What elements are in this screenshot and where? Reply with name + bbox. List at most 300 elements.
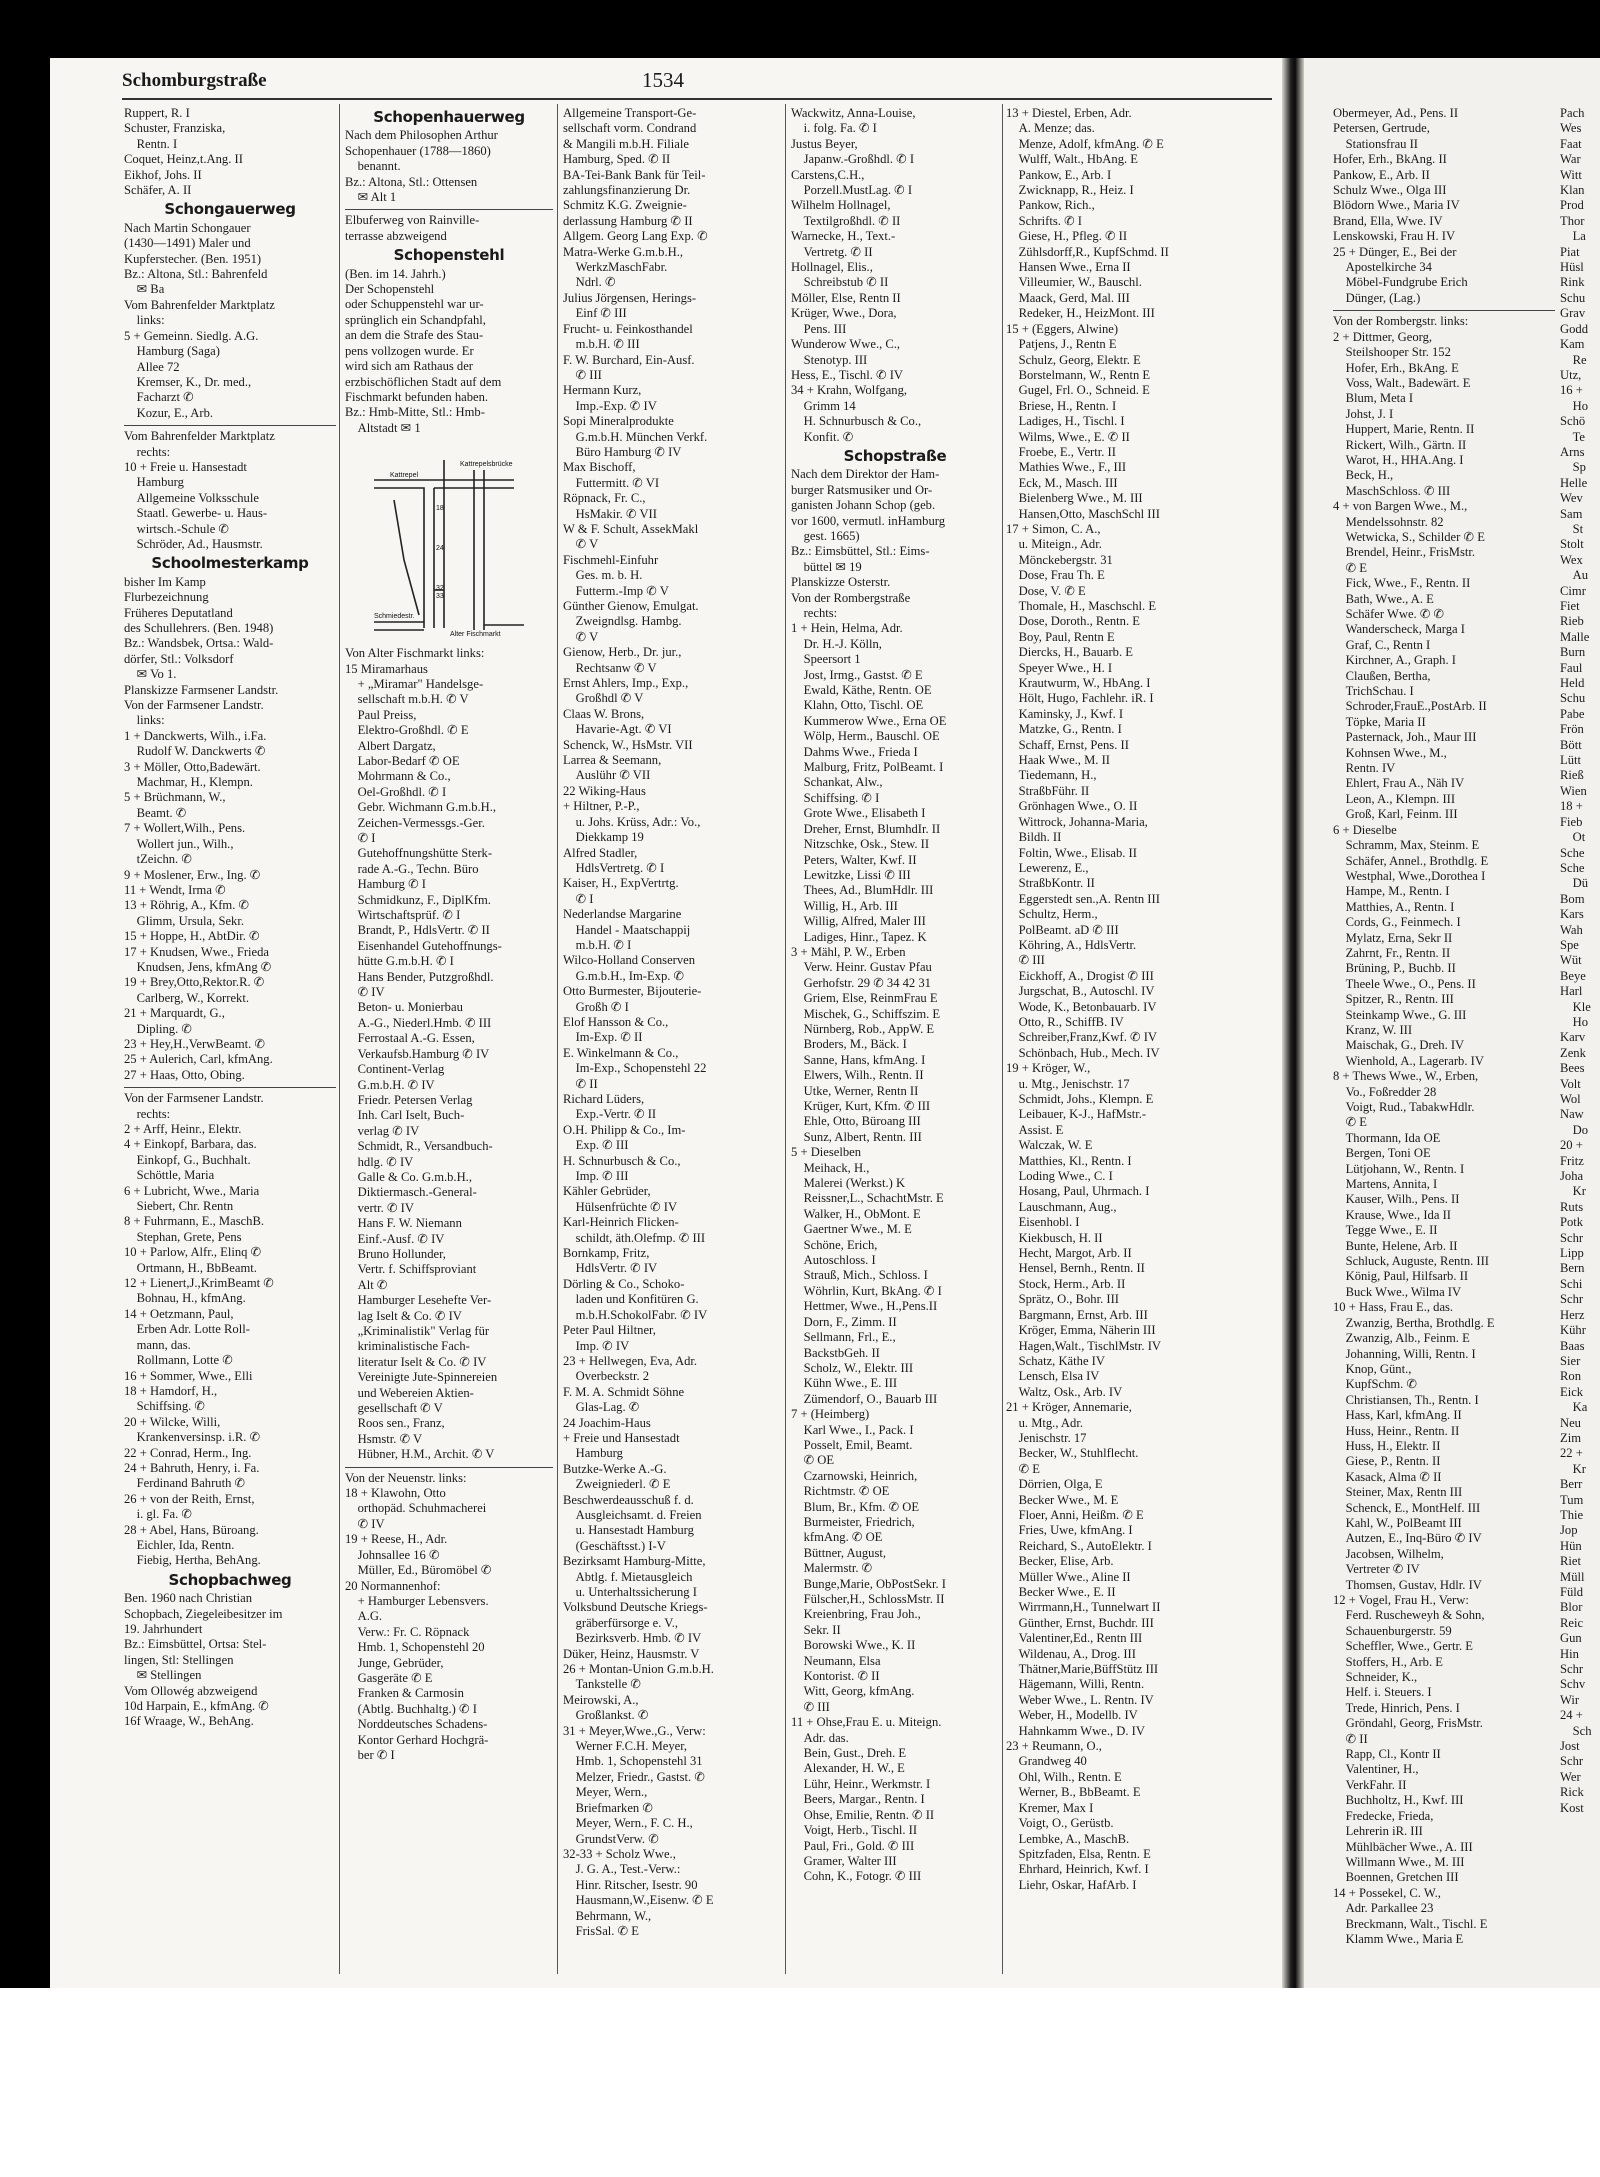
directory-entry: Rick [1560, 1785, 1584, 1800]
directory-entry: Joha [1560, 1169, 1584, 1184]
directory-entry: Schulz Wwe., Olga III [1333, 183, 1447, 198]
directory-entry: Bom [1560, 891, 1585, 906]
directory-entry: Obermeyer, Ad., Pens. II [1333, 106, 1459, 120]
directory-entry: Rickert, Wilh., Gärtn. II [1333, 437, 1467, 452]
directory-entry: Prod [1560, 198, 1584, 213]
directory-entry: Borstelmann, W., Rentn E [1006, 367, 1151, 382]
directory-entry: Bruno Hollunder, [345, 1246, 446, 1261]
directory-entry: Gaertner Wwe., M. E [791, 1222, 912, 1237]
directory-entry: Kremer, Max I [1006, 1800, 1094, 1815]
directory-entry: Allee 72 [124, 359, 180, 374]
directory-entry: Meihack, H., [791, 1160, 870, 1175]
directory-entry: Kremser, K., Dr. med., [124, 374, 252, 389]
directory-entry: Rollmann, Lotte ✆ [124, 1353, 233, 1368]
directory-entry: Fischmarkt befunden haben. [345, 389, 489, 404]
directory-entry: Bz.: Hmb-Mitte, Stl.: Hmb- [345, 405, 485, 420]
directory-entry: 6 + Lubricht, Wwe., Maria [124, 1183, 260, 1198]
directory-entry: dörfer, Stl.: Volksdorf [124, 651, 234, 666]
directory-entry: Eck, M., Masch. III [1006, 475, 1118, 490]
directory-entry: Reic [1560, 1615, 1584, 1630]
directory-entry: Zweigndlsg. Hambg. [563, 614, 682, 629]
directory-entry: 18 + [1560, 799, 1583, 814]
directory-entry: Wüt [1560, 953, 1582, 968]
directory-entry: (Abtlg. Buchhaltg.) ✆ I [345, 1701, 477, 1716]
directory-entry: Kröger, Emma, Näherin III [1006, 1323, 1156, 1338]
directory-entry: Pens. III [791, 321, 847, 336]
directory-entry: 10d Harpain, E., kfmAng. ✆ [124, 1699, 269, 1714]
directory-entry: Voigt, O., Gerüstb. [1006, 1816, 1114, 1831]
directory-entry: Valentiner,Ed., Rentn III [1006, 1631, 1143, 1646]
directory-entry: Einf.-Ausf. ✆ IV [345, 1231, 445, 1246]
directory-entry: Imp. ✆ III [563, 1169, 629, 1184]
directory-entry: Melzer, Friedr., Gastst. ✆ [563, 1769, 705, 1784]
directory-entry: + Hamburger Lebensvers. [345, 1593, 489, 1608]
directory-entry: Faul [1560, 660, 1583, 675]
directory-entry: Borowski Wwe., K. II [791, 1638, 916, 1653]
directory-entry: Schatz, Käthe IV [1006, 1353, 1105, 1368]
directory-entry: Jacobsen, Wilhelm, [1333, 1546, 1444, 1561]
directory-entry: Vom Bahrenfelder Marktplatz [124, 297, 275, 312]
directory-entry: Czarnowski, Heinrich, [791, 1468, 918, 1483]
directory-entry: Handel - Maatschappij [563, 922, 691, 937]
directory-entry: Hamburg ✆ I [345, 877, 426, 892]
directory-entry: Bees [1560, 1061, 1585, 1076]
directory-entry: 23 + Hellwegen, Eva, Adr. [563, 1353, 698, 1368]
directory-entry: 17 + Simon, C. A., [1006, 521, 1101, 536]
directory-entry: Grav [1560, 306, 1586, 321]
directory-entry: Imp. ✆ IV [563, 1338, 630, 1353]
directory-entry: Kreienbring, Frau Joh., [791, 1607, 921, 1622]
directory-entry: burger Ratsmusiker und Or- [791, 482, 933, 497]
directory-entry: Von der Rombergstraße [791, 590, 911, 605]
directory-entry: Krause, Wwe., Ida II [1333, 1207, 1451, 1222]
directory-entry: Cords, G., Feinmech. I [1333, 915, 1461, 930]
directory-entry: Lewerenz, E., [1006, 860, 1089, 875]
directory-entry: Sp [1560, 460, 1586, 475]
directory-entry: Bornkamp, Fritz, [563, 1246, 650, 1261]
map-label: 33 [436, 593, 444, 601]
directory-entry: Bz.: Eimsbüttel, Ortsa: Stel- [124, 1637, 267, 1652]
directory-entry: Mischek, G., Schiffszim. E [791, 1006, 941, 1021]
directory-entry: Gröndahl, Georg, FrisMstr. [1333, 1716, 1483, 1731]
directory-entry: Dose, Frau Th. E [1006, 568, 1105, 583]
directory-entry: F. M. A. Schmidt Söhne [563, 1384, 685, 1399]
directory-entry: 1 + Hein, Helma, Adr. [791, 621, 903, 636]
directory-entry: m.b.H. ✆ III [563, 337, 640, 352]
directory-entry: Stenotyp. III [791, 352, 868, 367]
directory-entry: Thormann, Ida OE [1333, 1130, 1441, 1145]
directory-entry: 4 + von Bargen Wwe., M., [1333, 499, 1468, 514]
directory-entry: Beamt. ✆ [124, 805, 187, 820]
directory-entry: Wex [1560, 552, 1583, 567]
directory-entry: Redeker, H., HeizMont. III [1006, 306, 1155, 321]
directory-entry: Ferd. Ruscheweyh & Sohn, [1333, 1608, 1485, 1623]
directory-entry: Schiffsing. ✆ [124, 1399, 205, 1414]
directory-entry: Rieb [1560, 614, 1584, 629]
directory-entry: Bunge,Marie, ObPostSekr. I [791, 1576, 946, 1591]
directory-entry: Voigt, Herb., Tischl. II [791, 1823, 918, 1838]
column-rule [1002, 104, 1003, 1974]
directory-entry: Wev [1560, 491, 1583, 506]
directory-entry: Zweigniederl. ✆ E [563, 1477, 671, 1492]
directory-entry: Alexander, H. W., E [791, 1761, 905, 1776]
directory-entry: Bz.: Eimsbüttel, Stl.: Eims- [791, 544, 930, 559]
directory-entry: 18 + Hamdorf, H., [124, 1383, 218, 1398]
directory-entry: ✆ E [1333, 1115, 1367, 1130]
directory-entry: Ladiges, H., Tischl. I [1006, 414, 1125, 429]
directory-entry: Thie [1560, 1507, 1584, 1522]
directory-entry: Facharzt ✆ [124, 390, 194, 405]
directory-entry: Volt [1560, 1076, 1581, 1091]
directory-entry: Matthies, Kl., Rentn. I [1006, 1153, 1132, 1168]
directory-entry: 1 + Danckwerts, Wilh., i.Fa. [124, 728, 267, 743]
directory-entry: Becker, Elise, Arb. [1006, 1554, 1114, 1569]
directory-entry: Dorn, F., Zimm. II [791, 1314, 897, 1329]
directory-entry: Elektro-Großhdl. ✆ E [345, 723, 469, 738]
entry-separator [1333, 310, 1555, 311]
directory-entry: Futterm.-Imp ✆ V [563, 583, 669, 598]
directory-entry: Köhring, A., HdlsVertr. [1006, 937, 1137, 952]
directory-entry: Villeumier, W., Bauschl. [1006, 275, 1142, 290]
directory-entry: Sanne, Hans, kfmAng. I [791, 1052, 926, 1067]
directory-entry: ✆ II [563, 1076, 598, 1091]
directory-entry: 22 + Conrad, Herm., Ing. [124, 1445, 252, 1460]
directory-entry: Büttner, August, [791, 1545, 886, 1560]
directory-entry: Speyer Wwe., H. I [1006, 660, 1113, 675]
directory-entry: W & F. Schult, AssekMakl [563, 521, 699, 536]
directory-entry: Schankat, Alw., [791, 775, 883, 790]
directory-entry: Coquet, Heinz,t.Ang. II [124, 152, 243, 167]
directory-entry: Möller, Else, Rentn II [791, 290, 901, 305]
directory-entry: 16 + Sommer, Wwe., Elli [124, 1368, 253, 1383]
directory-entry: 19. Jahrhundert [124, 1622, 203, 1636]
directory-entry: Hans F. W. Niemann [345, 1216, 462, 1231]
directory-entry: 26 + Montan-Union G.m.b.H. [563, 1662, 714, 1677]
directory-entry: Becker Wwe., E. II [1006, 1585, 1116, 1599]
directory-entry: Zwicknapp, R., Heiz. I [1006, 183, 1134, 198]
directory-entry: Ewald, Käthe, Rentn. OE [791, 683, 932, 698]
directory-entry: Sopi Mineralprodukte [563, 414, 674, 429]
directory-entry: Helf. i. Steuers. I [1333, 1685, 1432, 1700]
directory-entry: Johanning, Willi, Rentn. I [1333, 1346, 1476, 1361]
directory-entry: Ho [1560, 1014, 1588, 1029]
directory-entry: Bern [1560, 1261, 1585, 1276]
directory-entry: Beck, H., [1333, 468, 1394, 483]
directory-entry: Vertreter ✆ IV [1333, 1562, 1420, 1577]
directory-entry: Verw.: Fr. C. Röpnack [345, 1624, 470, 1639]
directory-entry: 10 + Hass, Frau E., das. [1333, 1300, 1454, 1315]
directory-entry: Otto Burmester, Bijouterie- [563, 984, 702, 999]
directory-entry: Spe [1560, 937, 1579, 952]
directory-entry: Richtmstr. ✆ OE [791, 1484, 890, 1499]
directory-entry: Mohrmann & Co., [345, 769, 451, 784]
directory-entry: Planskizze Farmsener Landstr. [124, 682, 279, 697]
directory-entry: Griem, Else, ReinmFrau E [791, 991, 938, 1006]
directory-entry: 23 + Hey,H.,VerwBeamt. ✆ [124, 1036, 265, 1051]
directory-entry: Bunte, Helene, Arb. II [1333, 1238, 1458, 1253]
directory-entry: Schreibstub ✆ II [791, 275, 889, 290]
directory-entry: Klan [1560, 183, 1585, 198]
directory-entry: Posselt, Emil, Beamt. [791, 1437, 913, 1452]
directory-entry: Boy, Paul, Rentn E [1006, 629, 1115, 644]
directory-entry: Von der Farmsener Landstr. [124, 698, 264, 713]
directory-entry: ✆ OE [791, 1453, 835, 1468]
directory-entry: derlassung Hamburg ✆ II [563, 213, 693, 228]
directory-entry: Machmar, H., Klempn. [124, 775, 253, 790]
directory-entry: Krautwurm, W., HbAng. I [1006, 676, 1151, 691]
directory-entry: Wienhold, A., Lagerarb. IV [1333, 1053, 1484, 1068]
directory-entry: HdlsVertretg. ✆ I [563, 860, 665, 875]
directory-entry: Floer, Anni, Heißm. ✆ E [1006, 1507, 1144, 1522]
directory-entry: Wunderow Wwe., C., [791, 337, 901, 352]
directory-entry: Wirrmann,H., Tunnelwart II [1006, 1600, 1161, 1615]
directory-entry: Blödorn Wwe., Maria IV [1333, 198, 1460, 213]
directory-entry: 23 + Reumann, O., [1006, 1739, 1102, 1754]
directory-entry: 11 + Wendt, Irma ✆ [124, 882, 226, 897]
street-heading: Schopenstehl [393, 246, 505, 265]
directory-entry: Briefmarken ✆ [563, 1800, 653, 1815]
directory-entry: VerkFahr. II [1333, 1777, 1407, 1792]
directory-entry: kfmAng. ✆ OE [791, 1530, 883, 1545]
directory-entry: Zeichen-Vermessgs.-Ger. [345, 815, 485, 830]
directory-entry: Wölp, Herm., Bauschl. OE [791, 729, 940, 744]
directory-entry: Bohnau, H., kfmAng. [124, 1291, 246, 1306]
directory-entry: Tiedemann, H., [1006, 768, 1097, 783]
directory-entry: Lauschmann, Aug., [1006, 1199, 1117, 1214]
directory-entry: büttel ✉ 19 [791, 559, 862, 574]
directory-entry: (1430—1491) Maler und [124, 236, 251, 251]
directory-entry: Petersen, Gertrude, [1333, 121, 1430, 136]
directory-entry: 24 + [1560, 1708, 1583, 1723]
directory-entry: literatur Iselt & Co. ✆ IV [345, 1354, 487, 1369]
directory-entry: 20 + [1560, 1138, 1583, 1153]
directory-entry: Der Schopenstehl [345, 282, 435, 297]
directory-entry: Tegge Wwe., E. II [1333, 1223, 1438, 1238]
directory-entry: Zwanzig, Bertha, Brothdlg. E [1333, 1315, 1495, 1330]
directory-entry: Lembke, A., MaschB. [1006, 1831, 1130, 1846]
directory-entry: Thees, Ad., BlumHdlr. III [791, 883, 934, 898]
directory-entry: Vertr. f. Schiffsproviant [345, 1262, 477, 1277]
directory-entry: Düker, Heinz, Hausmstr. V [563, 1646, 700, 1661]
directory-entry: Au [1560, 568, 1588, 583]
directory-entry: Schrifts. ✆ I [1006, 213, 1082, 228]
directory-entry: Brendel, Heinr., FrisMstr. [1333, 545, 1476, 560]
directory-entry: Hettmer, Wwe., H.,Pens.II [791, 1299, 938, 1314]
directory-entry: Baas [1560, 1338, 1585, 1353]
directory-entry: Ndrl. ✆ [563, 275, 616, 290]
directory-entry: Frucht- u. Feinkosthandel [563, 321, 693, 336]
directory-entry: Huss, Heinr., Rentn. II [1333, 1423, 1460, 1438]
directory-entry: Kars [1560, 907, 1584, 922]
directory-entry: Frön [1560, 722, 1584, 737]
directory-entry: Exp. ✆ III [563, 1138, 629, 1153]
directory-entry: Verkaufsb.Hamburg ✆ IV [345, 1046, 490, 1061]
street-heading: Schopbachweg [168, 1570, 292, 1589]
directory-entry: Alfred Stadler, [563, 845, 638, 860]
directory-entry: ✆ II [1333, 1731, 1368, 1746]
directory-entry: Gun [1560, 1631, 1582, 1646]
directory-entry: Otto, R., SchiffB. IV [1006, 1014, 1124, 1029]
directory-entry: Kühn Wwe., E. III [791, 1376, 898, 1391]
directory-entry: Ruppert, R. I [124, 106, 190, 120]
directory-entry: Eisenhandel Gutehoffnungs- [345, 938, 502, 953]
directory-entry: ✆ E [1006, 1461, 1040, 1476]
directory-entry: 26 + von der Reith, Ernst, [124, 1491, 255, 1506]
directory-entry: links: [124, 313, 165, 328]
directory-entry: Lütjohann, W., Rentn. I [1333, 1161, 1465, 1176]
directory-entry: Briese, H., Rentn. I [1006, 398, 1117, 413]
directory-entry: Mendelssohnstr. 82 [1333, 514, 1444, 529]
directory-entry: Dahms Wwe., Frieda I [791, 744, 918, 759]
directory-entry: StraßbKontr. II [1006, 876, 1095, 891]
directory-entry: Giese, P., Rentn. II [1333, 1454, 1441, 1469]
directory-entry: Müller Wwe., Aline II [1006, 1569, 1131, 1584]
directory-entry: Strauß, Mich., Schloss. I [791, 1268, 928, 1283]
directory-entry: Schramm, Max, Steinm. E [1333, 838, 1480, 853]
directory-entry: Rentn. IV [1333, 761, 1396, 776]
directory-entry: Matzke, G., Rentn. I [1006, 722, 1122, 737]
directory-entry: Ben. 1960 nach Christian [124, 1591, 253, 1606]
directory-entry: Werner, B., BbBeamt. E [1006, 1785, 1141, 1800]
directory-entry: Kahl, W., PolBeamt III [1333, 1515, 1462, 1530]
directory-entry: Vereinigte Jute-Spinnereien [345, 1370, 498, 1385]
directory-entry: Adr. das. [791, 1730, 849, 1745]
directory-entry: Knudsen, Jens, kfmAng ✆ [124, 959, 272, 974]
directory-entry: Wilms, Wwe., E. ✆ II [1006, 429, 1130, 444]
directory-entry: Burn [1560, 645, 1586, 660]
directory-entry: HdlsVertr. ✆ IV [563, 1261, 658, 1276]
directory-entry: Rink [1560, 275, 1585, 290]
directory-entry: Loding Wwe., C. I [1006, 1169, 1113, 1184]
directory-entry: Hans Bender, Putzgroßhdl. [345, 969, 494, 984]
directory-entry: Nach dem Direktor der Ham- [791, 467, 940, 482]
directory-entry: GrundstVerw. ✆ [563, 1831, 659, 1846]
directory-entry: wird sich am Rathaus der [345, 359, 474, 374]
directory-entry: Hagen,Walt., TischlMstr. IV [1006, 1338, 1162, 1353]
directory-entry: BackstbGeh. II [791, 1345, 880, 1360]
directory-entry: Großhdl ✆ V [563, 691, 644, 706]
directory-entry: Schaff, Ernst, Pens. II [1006, 737, 1129, 752]
directory-entry: Einf ✆ III [563, 306, 627, 321]
directory-entry: Kummerow Wwe., Erna OE [791, 713, 947, 728]
directory-entry: u. Unterhaltssicherung I [563, 1585, 697, 1599]
directory-entry: vertr. ✆ IV [345, 1200, 414, 1215]
directory-entry: Ausgleichsamt. d. Freien [563, 1507, 702, 1522]
directory-entry: Ruts [1560, 1199, 1584, 1214]
directory-entry: Wulff, Walt., HbAng. E [1006, 152, 1138, 167]
directory-entry: hütte G.m.b.H. ✆ I [345, 954, 454, 969]
directory-entry: Valentiner, H., [1333, 1762, 1419, 1777]
directory-entry: Verw. Heinr. Gustav Pfau [791, 960, 932, 975]
directory-entry: Matthies, A., Rentn. I [1333, 899, 1455, 914]
directory-entry: Rentn. I [124, 136, 178, 151]
directory-entry: Lensch, Elsa IV [1006, 1369, 1100, 1384]
directory-entry: 3 + Möller, Otto,Badewärt. [124, 759, 261, 774]
directory-entry: Schv [1560, 1677, 1586, 1692]
directory-entry: Willmann Wwe., M. III [1333, 1854, 1465, 1869]
directory-entry: Schenck, E., MontHelf. III [1333, 1500, 1481, 1515]
directory-entry: Thor [1560, 213, 1585, 228]
directory-entry: Hecht, Margot, Arb. II [1006, 1246, 1132, 1261]
directory-entry: Boennen, Gretchen III [1333, 1870, 1459, 1885]
directory-entry: des Schullehrers. (Ben. 1948) [124, 621, 274, 635]
directory-entry: Bz.: Wandsbek, Ortsa.: Wald- [124, 636, 274, 651]
directory-entry: Malle [1560, 629, 1590, 644]
directory-entry: Kontorist. ✆ II [791, 1669, 880, 1684]
directory-entry: Porzell.MustLag. ✆ I [791, 183, 913, 198]
directory-entry: Richard Lüders, [563, 1092, 645, 1106]
directory-entry: Dipling. ✆ [124, 1021, 192, 1036]
bottom-margin [0, 1988, 1600, 2177]
directory-entry: Froebe, E., Vertr. II [1006, 444, 1116, 459]
directory-entry: Konfit. ✆ [791, 429, 854, 444]
directory-entry: Kost [1560, 1800, 1584, 1815]
directory-entry: 22 + [1560, 1446, 1583, 1461]
directory-entry: Thomsen, Gustav, Hdlr. IV [1333, 1577, 1482, 1592]
directory-entry: Weber, H., Modellb. IV [1006, 1708, 1138, 1723]
directory-entry: Dörling & Co., Schoko- [563, 1276, 685, 1291]
directory-entry: Voigt, Rud., TabakwHdlr. [1333, 1100, 1475, 1114]
directory-entry: 15 Miramarhaus [345, 661, 428, 676]
directory-entry: (Geschäftsst.) I-V [563, 1538, 666, 1553]
directory-entry: Schmidt, Johs., Klempn. E [1006, 1092, 1154, 1106]
directory-entry: G.m.b.H. München Verkf. [563, 429, 708, 444]
directory-entry: Glimm, Ursula, Sekr. [124, 913, 244, 928]
directory-entry: Peters, Walter, Kwf. II [791, 852, 917, 867]
directory-entry: 16f Wraage, W., BehAng. [124, 1714, 254, 1729]
directory-entry: Ka [1560, 1400, 1588, 1415]
directory-entry: Tum [1560, 1492, 1584, 1507]
directory-entry: Spitzfaden, Elsa, Rentn. E [1006, 1846, 1151, 1861]
directory-entry: Japanw.-Großhdl. ✆ I [791, 152, 915, 167]
directory-entry: Kasack, Alma ✆ II [1333, 1469, 1442, 1484]
directory-entry: Bött [1560, 737, 1582, 752]
directory-entry: Eggerstedt sen.,A. Rentn III [1006, 891, 1160, 906]
directory-entry: Groß, Karl, Feinm. III [1333, 807, 1458, 822]
directory-entry: Füld [1560, 1585, 1584, 1599]
directory-entry: Mönckebergstr. 31 [1006, 552, 1113, 567]
directory-entry: Kähler Gebrüder, [563, 1184, 651, 1199]
directory-entry: Brandt, P., HdlsVertr. ✆ II [345, 923, 490, 938]
directory-entry: mann, das. [124, 1337, 191, 1352]
directory-entry: FrisSal. ✆ E [563, 1923, 639, 1938]
directory-entry: Stock, Herm., Arb. II [1006, 1276, 1126, 1291]
directory-entry: lingen, Stl: Stellingen [124, 1652, 234, 1667]
directory-entry: Schultz, Herm., [1006, 907, 1098, 922]
directory-entry: Eick [1560, 1384, 1584, 1399]
directory-entry: Wilhelm Hollnagel, [791, 198, 891, 213]
directory-entry: Eisenhobl. I [1006, 1215, 1080, 1230]
directory-entry: Graf, C., Rentn I [1333, 637, 1431, 652]
directory-entry: 10 + Parlow, Alfr., Elinq ✆ [124, 1245, 262, 1260]
directory-entry: H. Schnurbusch & Co., [563, 1153, 681, 1168]
directory-entry: Vo., Foßredder 28 [1333, 1084, 1437, 1099]
directory-entry: Schmidt, R., Versandbuch- [345, 1139, 493, 1154]
directory-entry: gest. 1665) [791, 528, 860, 543]
directory-entry: Wien [1560, 783, 1587, 798]
directory-entry: Potk [1560, 1215, 1584, 1230]
directory-entry: Kranz, W. III [1333, 1022, 1413, 1037]
directory-entry: Held [1560, 676, 1585, 691]
directory-entry: Hmb. 1, Schopenstehl 20 [345, 1640, 485, 1655]
directory-entry: Hofer, Erh., BkAng. E [1333, 360, 1459, 375]
directory-entry: vor 1600, vermutl. inHamburg [791, 513, 946, 528]
directory-entry: 24 Joachim-Haus [563, 1415, 651, 1430]
column-rule [557, 104, 558, 1974]
directory-entry: Von der Rombergstr. links: [1333, 314, 1469, 329]
directory-entry: tZeichn. ✆ [124, 852, 192, 867]
directory-entry: Schr [1560, 1754, 1584, 1769]
